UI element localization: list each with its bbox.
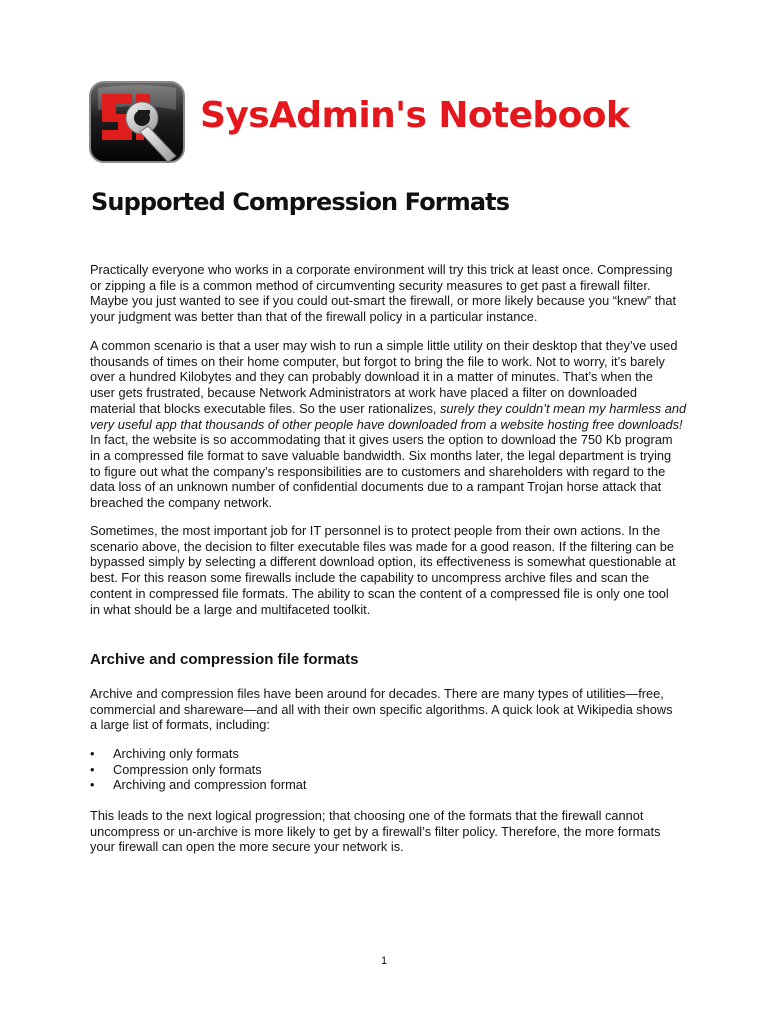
intro-line: your judgment was better than that of the firewall policy in a particular instance.: [90, 309, 538, 325]
conclusion-line: your firewall can open the more secure your network is.: [90, 839, 404, 855]
protection-line: scenario above, the decision to filter executable files was made for a good reason. If the filtering can be: [90, 538, 675, 554]
sysadmin-wrench-logo-icon: [88, 80, 186, 164]
protection-line: content in compressed file formats. The ability to scan the content of a compressed file is only one tool: [90, 585, 669, 601]
bullet-item: [90, 762, 306, 778]
bullet-dot: •: [90, 746, 95, 761]
conclusion-line: This leads to the next logical progression; that choosing one of the formats that the firewall cannot: [90, 808, 644, 823]
scenario-line-italic: [90, 417, 684, 433]
scenario-line-mixed: [90, 400, 687, 417]
scenario-paragraph: [90, 338, 687, 511]
archive-line: commercial and shareware—and all with their own specific algorithms. A quick look at Wikipedia shows: [90, 701, 673, 717]
conclusion-paragraph: [90, 808, 684, 855]
bullet-dot: •: [90, 777, 95, 792]
scenario-line: to figure out what the company’s responsibilities are to customers and shareholders with regard to the: [90, 463, 666, 479]
bullet-item: [90, 746, 306, 762]
protection-line: bypassed simply by selecting a different download option, its effectiveness is somewhat questionable at: [90, 554, 676, 570]
intro-line: Practically everyone who works in a corporate environment will try this trick at least once. Compressing: [90, 262, 673, 277]
protection-line: Sometimes, the most important job for IT personnel is to protect people from their own actions. In the: [90, 523, 661, 538]
section-heading: Archive and compression file formats: [90, 651, 359, 668]
scenario-line: data loss of an unknown number of confidential documents due to a rampant Trojan horse attack that: [90, 479, 662, 495]
scenario-normal-text: material that blocks executable files. So the user rationalizes,: [90, 400, 440, 416]
scenario-italic-text: surely they couldn’t mean my harmless and: [439, 400, 687, 416]
document-title: Supported Compression Formats: [91, 188, 510, 216]
scenario-line: A common scenario is that a user may wish to run a simple little utility on their desktop that they’ve used: [90, 338, 678, 353]
intro-paragraph: [90, 262, 684, 325]
scenario-italic-text: very useful app that thousands of other people have downloaded from a website hosting free downloads!: [90, 416, 683, 432]
bullet-text: Archiving and compression format: [113, 777, 307, 792]
scenario-line: over a hundred Kilobytes and they can probably download it in a matter of minutes. That’s when the: [90, 369, 653, 385]
archive-line: Archive and compression files have been around for decades. There are many types of utilities—free,: [90, 686, 664, 701]
intro-line: Maybe you just wanted to see if you could out-smart the firewall, or more likely because you “knew” that: [90, 293, 677, 309]
format-bullet-list: [90, 746, 306, 793]
protection-paragraph: [90, 523, 684, 617]
protection-line: best. For this reason some firewalls include the capability to uncompress archive files and scan the: [90, 570, 650, 586]
scenario-line: in a compressed file format to save valuable bandwidth. Six months later, the legal department is trying: [90, 447, 672, 463]
notebook-title: SysAdmin's Notebook: [200, 95, 630, 136]
intro-line: or zipping a file is a common method of circumventing security measures to get past a firewall filter.: [90, 277, 651, 293]
bullet-text: Compression only formats: [113, 761, 262, 777]
bullet-text: Archiving only formats: [113, 746, 239, 761]
bullet-dot: •: [90, 761, 95, 777]
archive-paragraph: [90, 686, 684, 733]
page-number: 1: [380, 955, 388, 967]
protection-line: in what should be a large and multifaceted toolkit.: [90, 601, 371, 617]
scenario-line: In fact, the website is so accommodating that it gives users the option to download the 750 Kb program: [90, 432, 673, 448]
scenario-line: user gets frustrated, because Network Administrators at work have placed a filter on downloaded: [90, 385, 637, 401]
scenario-line: breached the company network.: [90, 495, 273, 511]
bullet-item: [90, 777, 306, 793]
conclusion-line: uncompress or un-archive is more likely to get by a firewall’s filter policy. Therefore, the more formats: [90, 823, 661, 839]
archive-line: a large list of formats, including:: [90, 717, 270, 733]
scenario-line: thousands of times on their home computer, but forgot to bring the file to work. Not to worry, it’s barely: [90, 353, 665, 369]
